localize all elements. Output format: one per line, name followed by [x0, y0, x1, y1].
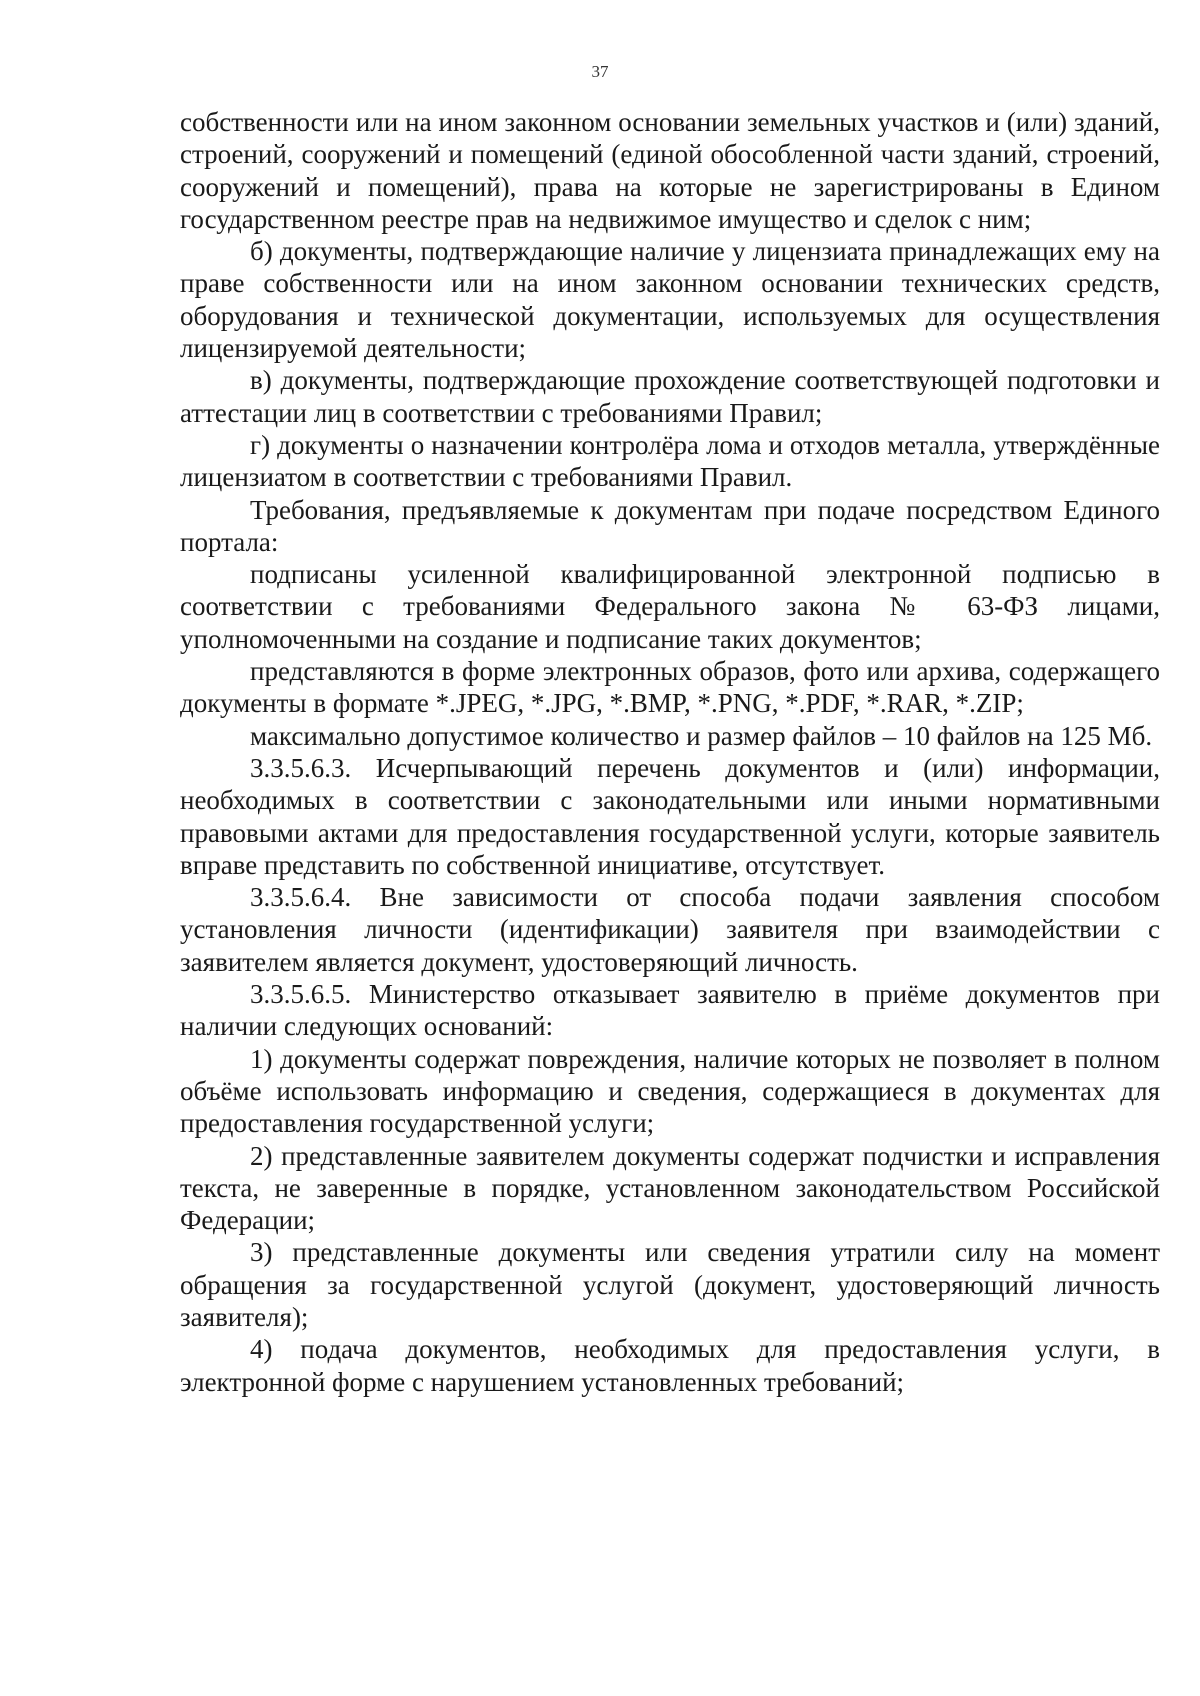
- document-body: [180, 106, 1160, 1398]
- paragraph-item-v: в) документы, подтверждающие прохождение соответствующей подготовки и аттестации лиц в соответствии с требованиями Правил;: [180, 365, 1160, 428]
- paragraph-section-3-3-5-6-5: 3.3.5.6.5. Министерство отказывает заявителю в приёме документов при наличии следующих оснований:: [180, 979, 1160, 1042]
- paragraph-item-b: б) документы, подтверждающие наличие у лицензиата принадлежащих ему на праве собственности или на ином законном основании технических средств, оборудования и технической документации, используемых для осуществления лицензируемой деятельности;: [180, 236, 1160, 364]
- paragraph-signature-requirement: подписаны усиленной квалифицированной электронной подписью в соответствии с требованиями Федерального закона № 63-ФЗ лицами, уполномоченными на создание и подписание таких документов;: [180, 559, 1160, 654]
- paragraph-format-requirement: представляются в форме электронных образов, фото или архива, содержащего документы в формате *.JPEG, *.JPG, *.BMP, *.PNG, *.PDF, *.RAR, *.ZIP;: [180, 656, 1160, 719]
- paragraph-section-3-3-5-6-3: 3.3.5.6.3. Исчерпывающий перечень документов и (или) информации, необходимых в соответствии с законодательными или иными нормативными правовыми актами для предоставления государственной услуги, которые заявитель вправе представить по собственной инициативе, отсутствует.: [180, 752, 1160, 880]
- paragraph-ground-4: 4) подача документов, необходимых для предоставления услуги, в электронной форме с нарушением установленных требований;: [180, 1334, 1160, 1397]
- page-number: 37: [591, 62, 609, 81]
- paragraph-continuation: собственности или на ином законном основании земельных участков и (или) зданий, строений, сооружений и помещений (единой обособленной части зданий, строений, сооружений и помещений), права на которые не зарегистрированы в Едином государственном реестре прав на недвижимое имущество и сделок с ним;: [180, 107, 1160, 234]
- paragraph-section-3-3-5-6-4: 3.3.5.6.4. Вне зависимости от способа подачи заявления способом установления личности (идентификации) заявителя при взаимодействии с заявителем является документ, удостоверяющий личность.: [180, 882, 1160, 977]
- paragraph-item-g: г) документы о назначении контролёра лома и отходов металла, утверждённые лицензиатом в соответствии с требованиями Правил.: [180, 429, 1160, 493]
- paragraph-ground-3: 3) представленные документы или сведения утратили силу на момент обращения за государственной услугой (документ, удостоверяющий личность заявителя);: [180, 1237, 1160, 1332]
- paragraph-ground-1: 1) документы содержат повреждения, наличие которых не позволяет в полном объёме использовать информацию и сведения, содержащиеся в документах для предоставления государственной услуги;: [180, 1043, 1160, 1139]
- paragraph-ground-2: 2) представленные заявителем документы содержат подчистки и исправления текста, не заверенные в порядке, установленном законодательством Российской Федерации;: [180, 1140, 1160, 1236]
- paragraph-file-limit: максимально допустимое количество и размер файлов – 10 файлов на 125 Мб.: [250, 720, 1153, 751]
- paragraph-portal-requirements: Требования, предъявляемые к документам при подаче посредством Единого портала:: [180, 494, 1160, 557]
